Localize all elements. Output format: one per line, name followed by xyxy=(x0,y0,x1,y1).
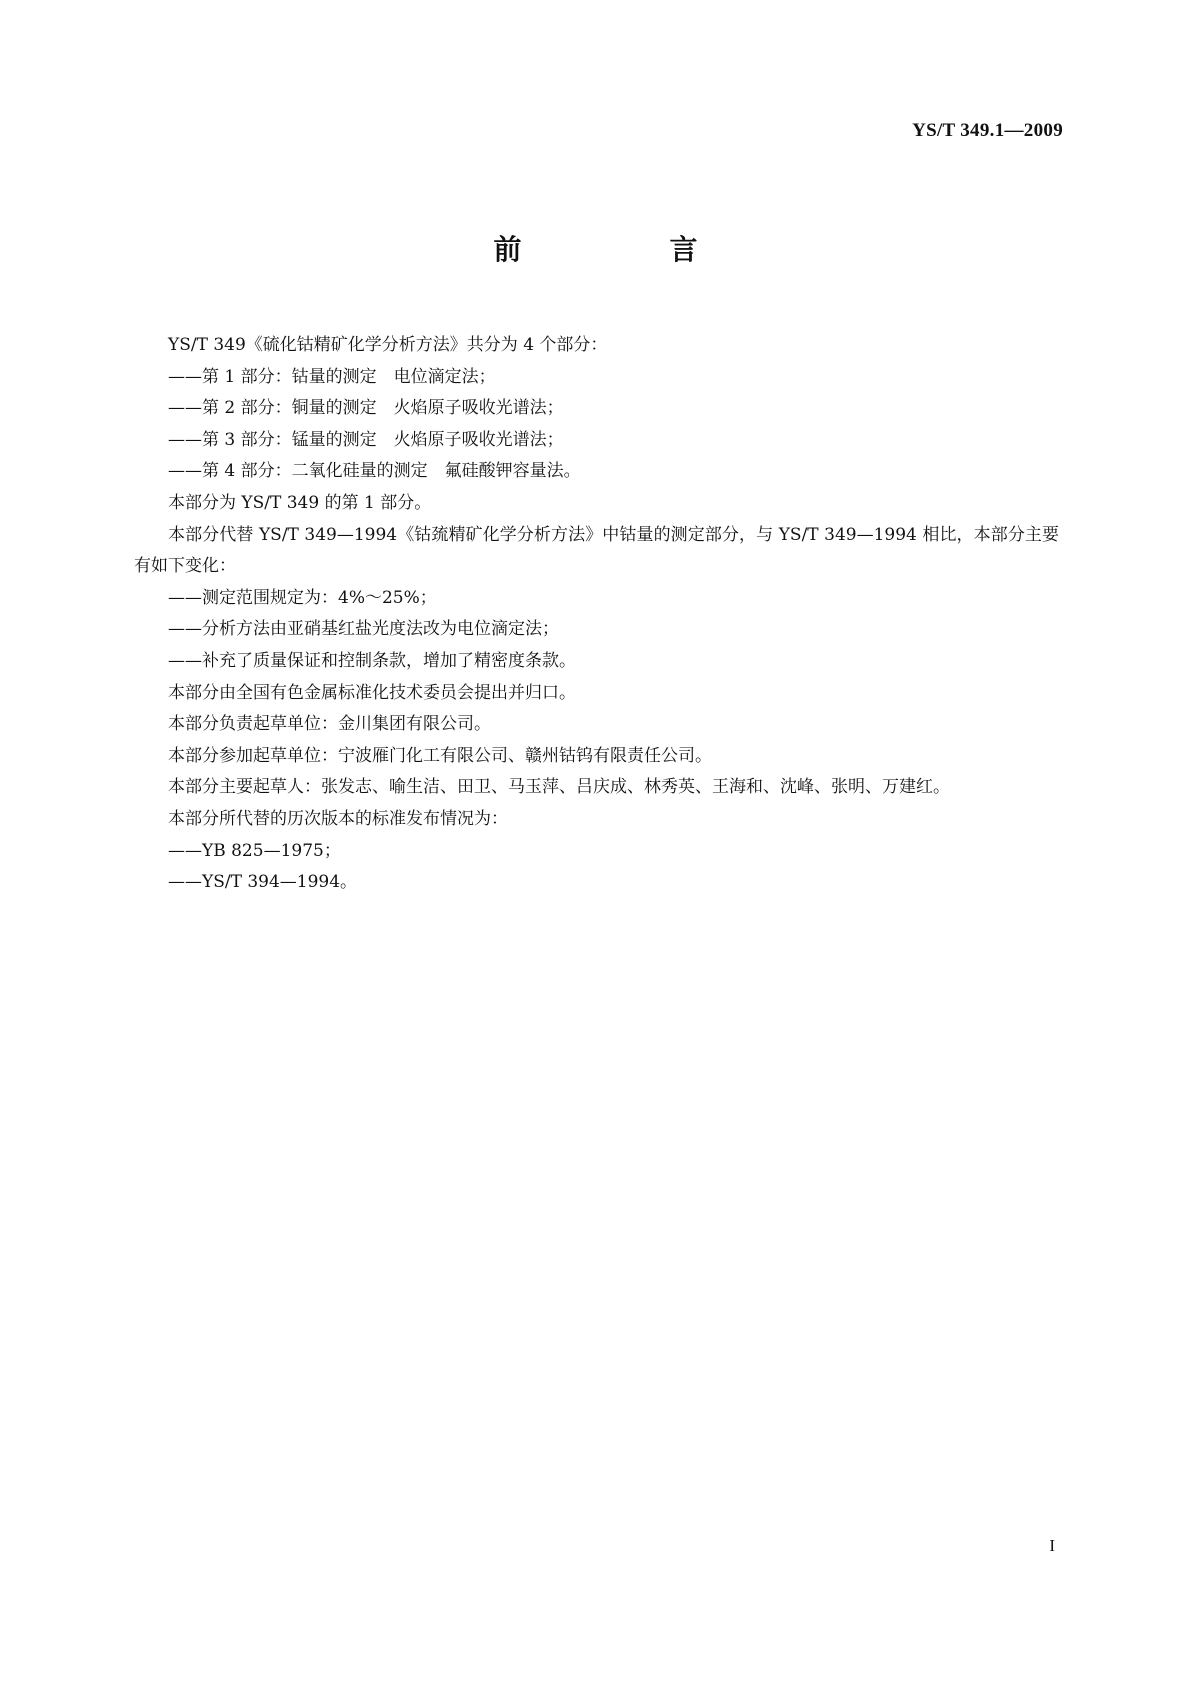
paragraph-drafting-unit: 本部分负责起草单位：金川集团有限公司。 xyxy=(168,714,491,735)
paragraph-intro: YS/T 349《硫化钴精矿化学分析方法》共分为 4 个部分： xyxy=(168,335,608,355)
page-number: I xyxy=(1049,1536,1055,1555)
list-item-history-1: ——YB 825—1975； xyxy=(168,840,341,861)
list-item-history-2: ——YS/T 394—1994。 xyxy=(168,872,358,893)
paragraph-drafters: 本部分主要起草人：张发志、喻生洁、田卫、马玉萍、吕庆成、林秀英、王海和、沈峰、张明、万建红。 xyxy=(168,777,950,798)
list-item-change-3: ——补充了质量保证和控制条款，增加了精密度条款。 xyxy=(168,650,576,671)
standard-code: YS/T 349.1—2009 xyxy=(912,120,1063,141)
list-item-change-2: ——分析方法由亚硝基红盐光度法改为电位滴定法； xyxy=(168,619,559,640)
list-item-part-4: ——第 4 部分：二氧化硅量的测定 氟硅酸钾容量法。 xyxy=(168,461,581,482)
paragraph-replacement: 本部分代替 YS/T 349—1994《钴巯精矿化学分析方法》中钴量的测定部分，与 YS/T 349—1994 相比，本部分主要有如下变化： xyxy=(134,524,1059,577)
page-title: 前 言 xyxy=(493,233,758,266)
list-item-change-1: ——测定范围规定为：4%～25%； xyxy=(168,587,437,608)
foreword-body xyxy=(134,330,1059,899)
paragraph-proposer: 本部分由全国有色金属标准化技术委员会提出并归口。 xyxy=(168,682,576,703)
list-item-part-1: ——第 1 部分：钴量的测定 电位滴定法； xyxy=(168,366,496,387)
list-item-part-3: ——第 3 部分：锰量的测定 火焰原子吸收光谱法； xyxy=(168,429,564,450)
paragraph-history: 本部分所代替的历次版本的标准发布情况为： xyxy=(168,808,508,829)
list-item-part-2: ——第 2 部分：铜量的测定 火焰原子吸收光谱法； xyxy=(168,398,564,419)
paragraph-participating-units: 本部分参加起草单位：宁波雁门化工有限公司、赣州钴钨有限责任公司。 xyxy=(168,745,712,766)
paragraph-scope: 本部分为 YS/T 349 的第 1 部分。 xyxy=(168,492,432,513)
